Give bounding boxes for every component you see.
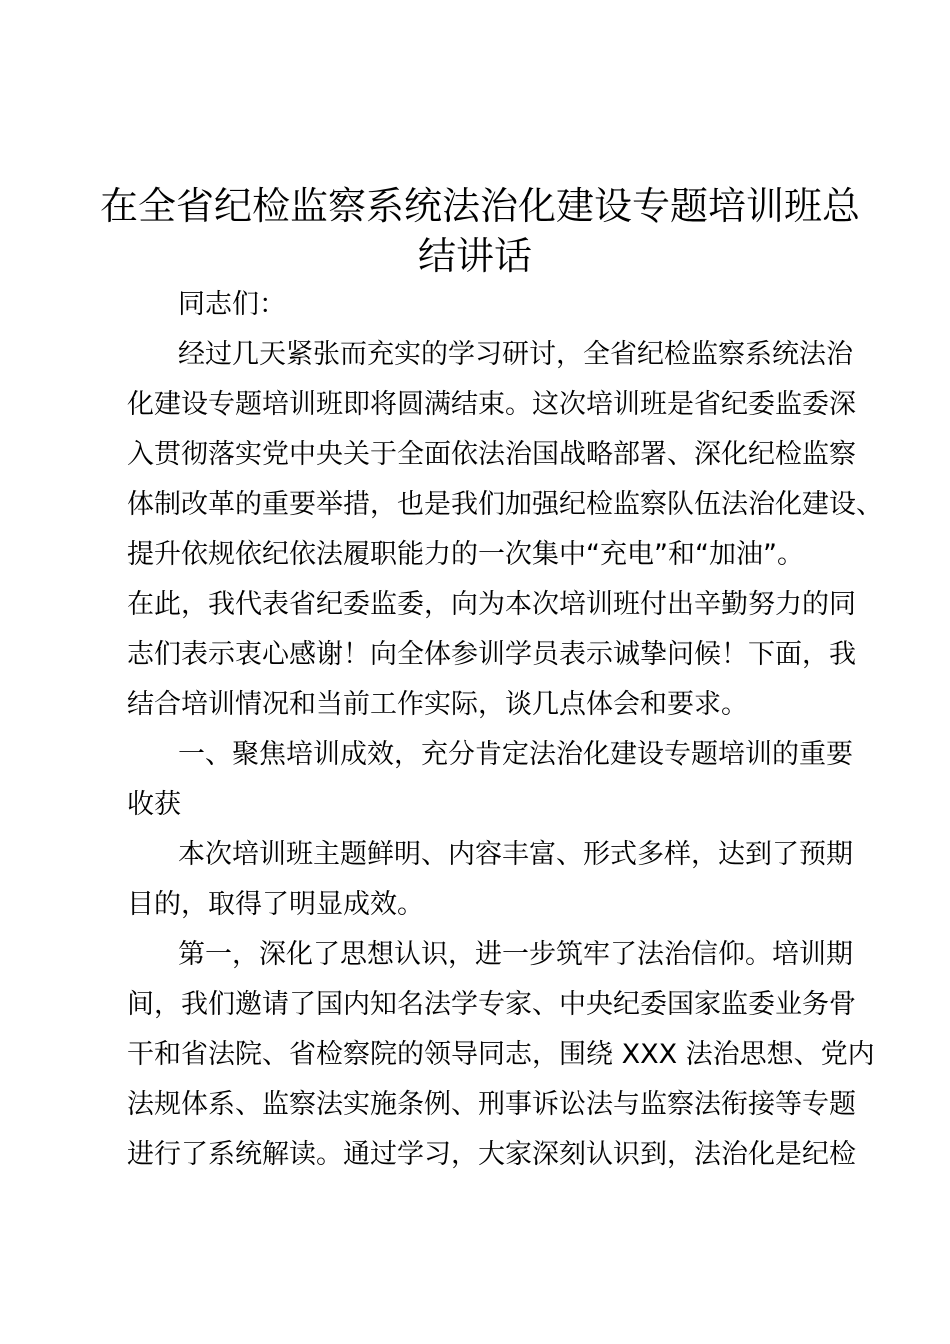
section-heading-line: 一、聚焦培训成效，充分肯定法治化建设专题培训的重要 (178, 739, 853, 770)
paragraph-line: 目的，取得了明显成效。 (127, 889, 424, 920)
paragraph-line: 第一，深化了思想认识，进一步筑牢了法治信仰。培训期 (178, 939, 853, 970)
paragraph-line: 入贯彻落实党中央关于全面依法治国战略部署、深化纪检监察 (127, 439, 856, 470)
paragraph-line: 提升依规依纪依法履职能力的一次集中“充电”和“加油”。 (127, 539, 804, 570)
paragraph-line: 进行了系统解读。通过学习，大家深刻认识到，法治化是纪检 (127, 1139, 856, 1170)
document-title-line-1: 在全省纪检监察系统法治化建设专题培训班总 (100, 184, 861, 228)
paragraph-line: 干和省法院、省检察院的领导同志，围绕 XXX 法治思想、党内 (127, 1039, 875, 1070)
section-heading-line: 收获 (127, 789, 181, 820)
paragraph-line: 经过几天紧张而充实的学习研讨，全省纪检监察系统法治 (178, 339, 853, 370)
paragraph-line: 体制改革的重要举措，也是我们加强纪检监察队伍法治化建设、 (127, 489, 883, 520)
paragraph-line: 结合培训情况和当前工作实际，谈几点体会和要求。 (127, 689, 748, 720)
paragraph-line: 法规体系、监察法实施条例、刑事诉讼法与监察法衔接等专题 (127, 1089, 856, 1120)
document-title-line-2: 结讲话 (417, 234, 532, 278)
paragraph-line: 化建设专题培训班即将圆满结束。这次培训班是省纪委监委深 (127, 389, 856, 420)
paragraph-line: 志们表示衷心感谢！向全体参训学员表示诚挚问候！下面，我 (127, 639, 856, 670)
paragraph-line: 在此，我代表省纪委监委，向为本次培训班付出辛勤努力的同 (127, 589, 856, 620)
salutation: 同志们： (178, 289, 286, 320)
paragraph-line: 间，我们邀请了国内知名法学专家、中央纪委国家监委业务骨 (127, 989, 856, 1020)
paragraph-line: 本次培训班主题鲜明、内容丰富、形式多样，达到了预期 (178, 839, 853, 870)
